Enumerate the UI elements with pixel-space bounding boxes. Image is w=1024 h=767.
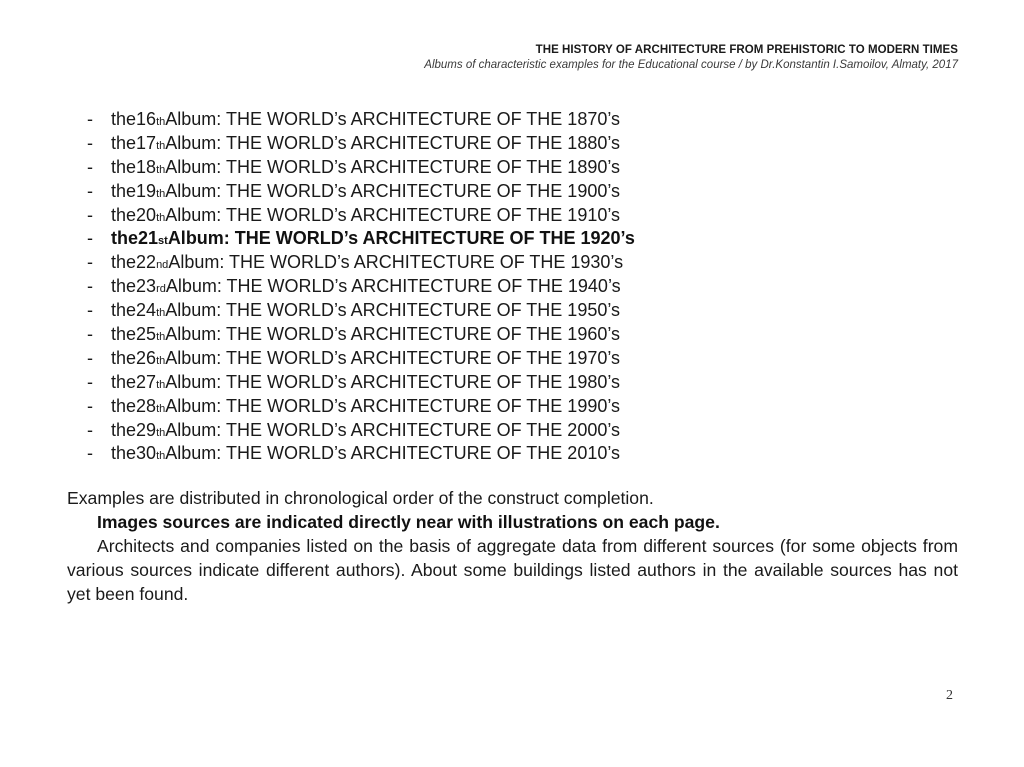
album-description: Album: THE WORLD’s ARCHITECTURE OF THE 1970’s (165, 347, 621, 368)
list-dash: - (87, 204, 93, 225)
album-description: Album: THE WORLD’s ARCHITECTURE OF THE 1980’s (165, 371, 621, 392)
album-prefix: the (111, 109, 137, 129)
album-description: Album: THE WORLD’s ARCHITECTURE OF THE 1920’s (167, 228, 635, 249)
album-number: 29 (136, 419, 157, 440)
list-dash: - (87, 276, 93, 297)
album-description: Album: THE WORLD’s ARCHITECTURE OF THE 1880’s (165, 132, 621, 153)
album-prefix: the (111, 180, 137, 201)
list-dash: - (87, 419, 93, 440)
album-description: Album: THE WORLD’s ARCHITECTURE OF THE 1890’s (165, 156, 621, 177)
album-list-item: - the 19 th Album: THE WORLD’s ARCHITECTURE OF THE 1900’s (87, 180, 635, 204)
album-prefix: the (111, 300, 137, 321)
paragraph-chronological-order: Examples are distributed in chronological order of the construct completion. (67, 488, 654, 508)
album-list-item: - the 22 nd Album: THE WORLD’s ARCHITECTURE OF THE 1930’s (87, 251, 635, 275)
album-number: 27 (136, 371, 157, 392)
album-description: Album: THE WORLD’s ARCHITECTURE OF THE 1990’s (165, 395, 621, 416)
album-list-item: - the 18 th Album: THE WORLD’s ARCHITECTURE OF THE 1890’s (87, 156, 635, 180)
album-number: 22 (136, 252, 157, 273)
list-dash: - (87, 252, 93, 273)
album-number: 21 (138, 228, 159, 249)
album-list-item: - the 16 th Album: THE WORLD’s ARCHITECTURE OF THE 1870’s (87, 108, 635, 132)
album-list-item: - the 20 th Album: THE WORLD’s ARCHITECTURE OF THE 1910’s (87, 204, 635, 228)
album-description: Album: THE WORLD’s ARCHITECTURE OF THE 1940’s (165, 276, 621, 297)
album-number: 18 (136, 156, 157, 177)
album-prefix: the (111, 252, 137, 273)
header-title: THE HISTORY OF ARCHITECTURE FROM PREHISTORIC TO MODERN TIMES (535, 44, 958, 56)
album-prefix: the (111, 347, 137, 368)
album-prefix: the (111, 276, 137, 297)
list-dash: - (87, 443, 93, 464)
album-list-item: - the 26 th Album: THE WORLD’s ARCHITECTURE OF THE 1970’s (87, 347, 635, 371)
list-dash: - (87, 347, 93, 368)
album-prefix: the (111, 371, 137, 392)
album-prefix: the (111, 324, 137, 345)
album-prefix: the (111, 156, 137, 177)
album-prefix: the (111, 228, 138, 249)
album-description: Album: THE WORLD’s ARCHITECTURE OF THE 2010’s (165, 443, 621, 464)
album-list-item: - the 21 st Album: THE WORLD’s ARCHITECTURE OF THE 1920’s (87, 227, 635, 251)
page-number: 2 (946, 688, 953, 703)
album-number: 25 (136, 324, 157, 345)
album-number: 28 (136, 395, 157, 416)
list-dash: - (87, 109, 93, 129)
list-dash: - (87, 371, 93, 392)
album-list (87, 108, 635, 466)
album-list-item: - the 24 th Album: THE WORLD’s ARCHITECTURE OF THE 1950’s (87, 299, 635, 323)
album-prefix: the (111, 395, 137, 416)
paragraph-image-sources: Images sources are indicated directly near with illustrations on each page. (97, 512, 720, 532)
album-number: 23 (136, 276, 157, 297)
album-list-item: - the 25 th Album: THE WORLD’s ARCHITECTURE OF THE 1960’s (87, 323, 635, 347)
album-list-item: - the 30 th Album: THE WORLD’s ARCHITECTURE OF THE 2010’s (87, 442, 635, 466)
album-list-item: - the 29 th Album: THE WORLD’s ARCHITECTURE OF THE 2000’s (87, 419, 635, 443)
body-text (67, 486, 958, 606)
album-description: Album: THE WORLD’s ARCHITECTURE OF THE 2000’s (165, 419, 621, 440)
list-dash: - (87, 395, 93, 416)
album-list-item: - the 23 rd Album: THE WORLD’s ARCHITECTURE OF THE 1940’s (87, 275, 635, 299)
album-description: Album: THE WORLD’s ARCHITECTURE OF THE 1930’s (168, 252, 624, 273)
album-description: Album: THE WORLD’s ARCHITECTURE OF THE 1900’s (165, 180, 621, 201)
list-dash: - (87, 324, 93, 345)
album-list-item: - the 17 th Album: THE WORLD’s ARCHITECTURE OF THE 1880’s (87, 132, 635, 156)
list-dash: - (87, 180, 93, 201)
album-prefix: the (111, 204, 137, 225)
paragraph-architects-note: Architects and companies listed on the basis of aggregate data from different sources (for some objects from various sources indicate different authors). About some buildings listed authors in the available sources has not yet been found. (67, 536, 958, 604)
list-dash: - (87, 300, 93, 321)
album-number: 26 (136, 347, 157, 368)
album-number: 24 (136, 300, 157, 321)
album-number: 30 (136, 443, 157, 464)
album-number: 19 (136, 180, 157, 201)
header-subtitle: Albums of characteristic examples for the Educational course / by Dr.Konstantin I.Samoilov, Almaty, 2017 (424, 59, 958, 71)
list-dash: - (87, 228, 93, 249)
album-number: 20 (136, 204, 157, 225)
album-number: 17 (136, 132, 157, 153)
album-number: 16 (136, 109, 157, 129)
list-dash: - (87, 132, 93, 153)
album-prefix: the (111, 132, 137, 153)
document-header (424, 42, 958, 73)
album-description: Album: THE WORLD’s ARCHITECTURE OF THE 1910’s (165, 204, 621, 225)
album-list-item: - the 28 th Album: THE WORLD’s ARCHITECTURE OF THE 1990’s (87, 395, 635, 419)
album-description: Album: THE WORLD’s ARCHITECTURE OF THE 1870’s (165, 109, 621, 129)
album-list-item: - the 27 th Album: THE WORLD’s ARCHITECTURE OF THE 1980’s (87, 371, 635, 395)
album-description: Album: THE WORLD’s ARCHITECTURE OF THE 1960’s (165, 324, 621, 345)
album-description: Album: THE WORLD’s ARCHITECTURE OF THE 1950’s (165, 300, 621, 321)
list-dash: - (87, 156, 93, 177)
album-prefix: the (111, 443, 137, 464)
album-prefix: the (111, 419, 137, 440)
